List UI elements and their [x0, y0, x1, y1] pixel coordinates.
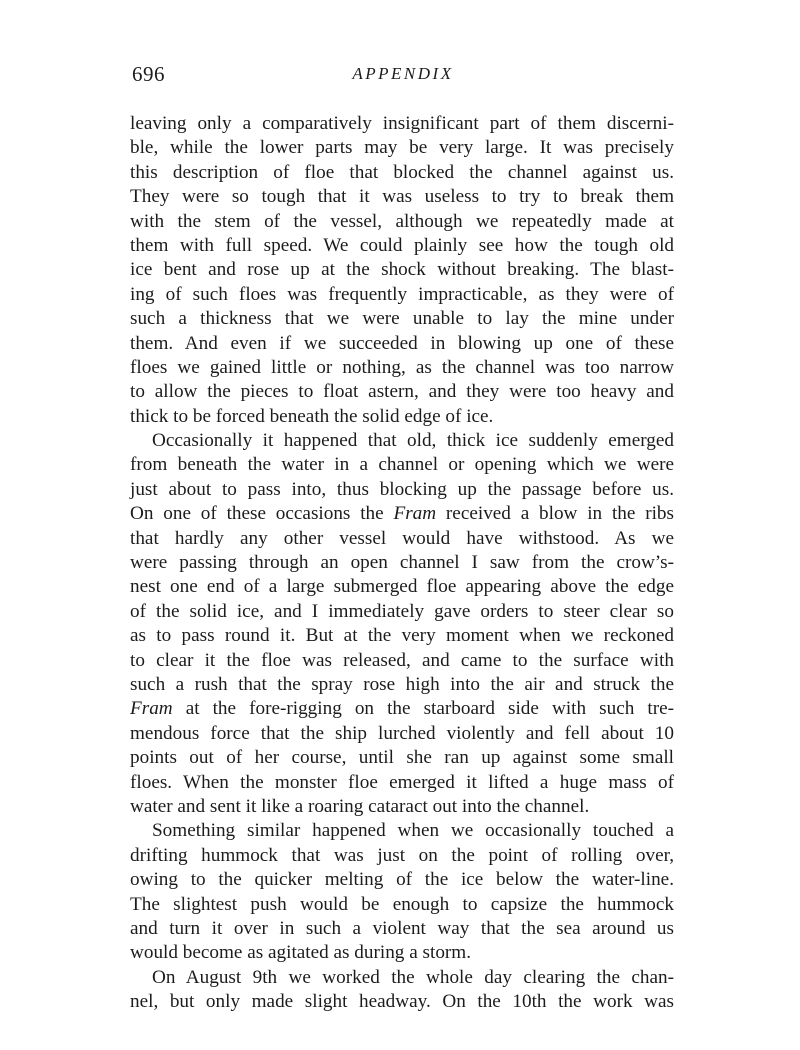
text-line: [130, 697, 674, 721]
text-line: ing of such floes was frequently impracticable, as they were of: [130, 283, 674, 305]
text-line: such a rush that the spray rose high into the air and struck the: [130, 673, 674, 695]
text-line: ble, while the lower parts may be very large. It was precisely: [130, 137, 674, 159]
text-line: owing to the quicker melting of the ice below the water-line.: [130, 869, 674, 891]
text-line: such a thickness that we were unable to lay the mine under: [130, 308, 674, 330]
text-segment: On one of these occasions the: [130, 503, 394, 525]
text-line: that hardly any other vessel would have withstood. As we: [130, 527, 674, 549]
text-line: water and sent it like a roaring cataract out into the channel.: [130, 795, 590, 817]
text-line: of the solid ice, and I immediately gave orders to steer clear so: [130, 600, 674, 622]
text-line: leaving only a comparatively insignificant part of them discerni-: [130, 113, 674, 134]
body-text: [130, 112, 674, 1014]
text-line: The slightest push would be enough to capsize the hummock: [130, 893, 674, 915]
text-line: [130, 502, 674, 526]
text-line: this description of floe that blocked the channel against us.: [130, 161, 674, 183]
text-line: They were so tough that it was useless to try to break them: [130, 186, 674, 208]
running-head: APPENDIX: [352, 64, 454, 83]
page-number: 696: [132, 62, 165, 86]
text-line: drifting hummock that was just on the point of rolling over,: [130, 844, 674, 866]
text-line: them with full speed. We could plainly see how the tough old: [130, 234, 674, 256]
text-line: just about to pass into, thus blocking up the passage before us.: [130, 478, 674, 500]
text-line: with the stem of the vessel, although we repeatedly made at: [130, 210, 674, 232]
ship-name: Fram: [393, 503, 437, 525]
text-segment: received a blow in the ribs: [436, 503, 674, 525]
page-header: [132, 62, 674, 92]
text-line: ice bent and rose up at the shock without breaking. The blast-: [130, 259, 674, 281]
text-line: to allow the pieces to float astern, and they were too heavy and: [130, 381, 674, 403]
text-line: thick to be forced beneath the solid edge of ice.: [130, 405, 494, 427]
text-line: were passing through an open channel I saw from the crow’s-: [130, 552, 674, 574]
text-line: would become as agitated as during a storm.: [130, 942, 472, 964]
text-line: mendous force that the ship lurched violently and fell about 10: [130, 722, 674, 744]
text-line: On August 9th we worked the whole day clearing the chan-: [152, 966, 674, 988]
text-line: floes we gained little or nothing, as the channel was too narrow: [130, 356, 674, 378]
text-line: from beneath the water in a channel or opening which we were: [130, 454, 674, 476]
text-line: Something similar happened when we occasionally touched a: [152, 820, 674, 842]
text-line: Occasionally it happened that old, thick ice suddenly emerged: [152, 430, 674, 452]
text-line: floes. When the monster floe emerged it lifted a huge mass of: [130, 771, 674, 793]
text-line: points out of her course, until she ran up against some small: [130, 747, 674, 769]
text-line: as to pass round it. But at the very moment when we reckoned: [130, 625, 674, 647]
text-line: nel, but only made slight headway. On the 10th the work was: [130, 991, 674, 1013]
text-segment: at the fore-rigging on the starboard side with such tre-: [172, 698, 674, 720]
text-line: and turn it over in such a violent way that the sea around us: [130, 917, 674, 939]
text-line: to clear it the floe was released, and came to the surface with: [130, 649, 674, 671]
ship-name: Fram: [130, 698, 173, 720]
text-line: them. And even if we succeeded in blowing up one of these: [130, 332, 674, 354]
text-line: nest one end of a large submerged floe appearing above the edge: [130, 576, 674, 598]
